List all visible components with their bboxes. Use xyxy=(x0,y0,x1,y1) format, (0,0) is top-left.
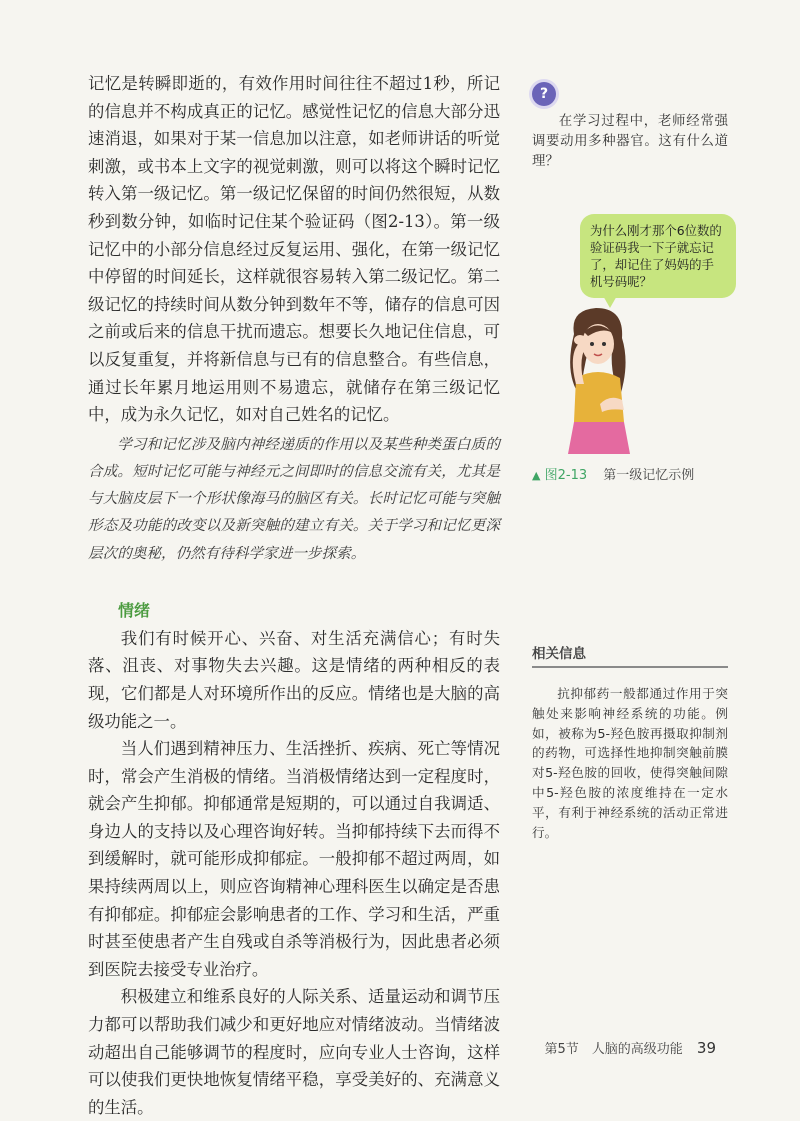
paragraph-coping: 积极建立和维系良好的人际关系、适量运动和调节压力都可以帮助我们减少和更好地应对情绪波动。当情绪波动超出自己能够调节的程度时，应向专业人士咨询，这样可以使我们更快地恢复情绪平稳，享受美好的、充满意义的生活。 xyxy=(88,987,500,1117)
figure-caption xyxy=(532,464,694,483)
related-info-text: 抗抑郁药一般都通过作用于突触处来影响神经系统的功能。例如，被称为5-羟色胺再摄取抑制剂的药物，可选择性地抑制突触前膜对5-羟色胺的回收，使得突触间隙中5-羟色胺的浓度维持在一定水平，有利于神经系统的活动正常进行。 xyxy=(532,686,728,840)
paragraph-memory-levels: 记忆是转瞬即逝的，有效作用时间往往不超过1秒，所记的信息并不构成真正的记忆。感觉性记忆的信息大部分迅速消退，如果对于某一信息加以注意，如老师讲话的听觉刺激，或书本上文字的视觉刺激，则可以将这个瞬时记忆转入第一级记忆。第一级记忆保留的时间仍然很短，从数秒到数分钟，如临时记住某个验证码（图2-13）。第一级记忆中的小部分信息经过反复运用、强化，在第一级记忆中停留的时间延长，这样就很容易转入第二级记忆。第二级记忆的持续时间从数分钟到数年不等，储存的信息可因之前或后来的信息干扰而遗忘。想要长久地记住信息，可以反复重复，并将新信息与已有的信息整合。有些信息，通过长年累月地运用则不易遗忘，就储存在第三级记忆中，成为永久记忆，如对自己姓名的记忆。 xyxy=(88,74,500,425)
footer-section: 第5节 人脑的高级功能 xyxy=(544,1042,683,1057)
main-column xyxy=(88,70,500,1121)
paragraph-emotion-intro: 我们有时候开心、兴奋、对生活充满信心；有时失落、沮丧、对事物失去兴趣。这是情绪的两种相反的表现，它们都是人对环境所作出的反应。情绪也是大脑的高级功能之一。 xyxy=(88,628,500,731)
caption-triangle-icon: ▲ xyxy=(532,469,541,482)
paragraph-depression: 当人们遇到精神压力、生活挫折、疾病、死亡等情况时，常会产生消极的情绪。当消极情绪达到一定程度时，就会产生抑郁。抑郁通常是短期的，可以通过自我调适、身边人的支持以及心理咨询好转。当抑郁持续下去而得不到缓解时，就可能形成抑郁症。一般抑郁不超过两周，如果持续两周以上，则应咨询精神心理科医生以确定是否患有抑郁症。抑郁症会影响患者的工作、学习和生活，严重时甚至使患者产生自残或自杀等消极行为，因此患者必须到医院去接受专业治疗。 xyxy=(88,739,500,979)
section-title-emotion: 情绪 xyxy=(118,600,151,620)
question-icon: ? xyxy=(532,82,556,106)
page-footer xyxy=(544,1038,716,1057)
page-number: 39 xyxy=(696,1039,716,1057)
speech-bubble: 为什么刚才那个6位数的验证码我一下子就忘记了，却记住了妈妈的手机号码呢？ xyxy=(580,214,736,298)
figure-number: 图2-13 xyxy=(544,468,588,483)
related-info-sidebar xyxy=(532,642,728,842)
figure-2-13 xyxy=(532,208,728,488)
note-learning-memory: 学习和记忆涉及脑内神经递质的作用以及某些种类蛋白质的合成。短时记忆可能与神经元之间即时的信息交流有关，尤其是与大脑皮层下一个形状像海马的脑区有关。长时记忆可能与突触形态及功能的改变以及新突触的建立有关。关于学习和记忆更深层次的奥秘，仍然有待科学家进一步探索。 xyxy=(88,435,500,562)
related-info-title: 相关信息 xyxy=(532,642,728,668)
girl-illustration xyxy=(540,304,660,454)
question-text: 在学习过程中，老师经常强调要动用多种器官。这有什么道理？ xyxy=(532,114,728,169)
question-sidebar xyxy=(532,82,728,172)
figure-caption-text: 第一级记忆示例 xyxy=(603,468,695,483)
